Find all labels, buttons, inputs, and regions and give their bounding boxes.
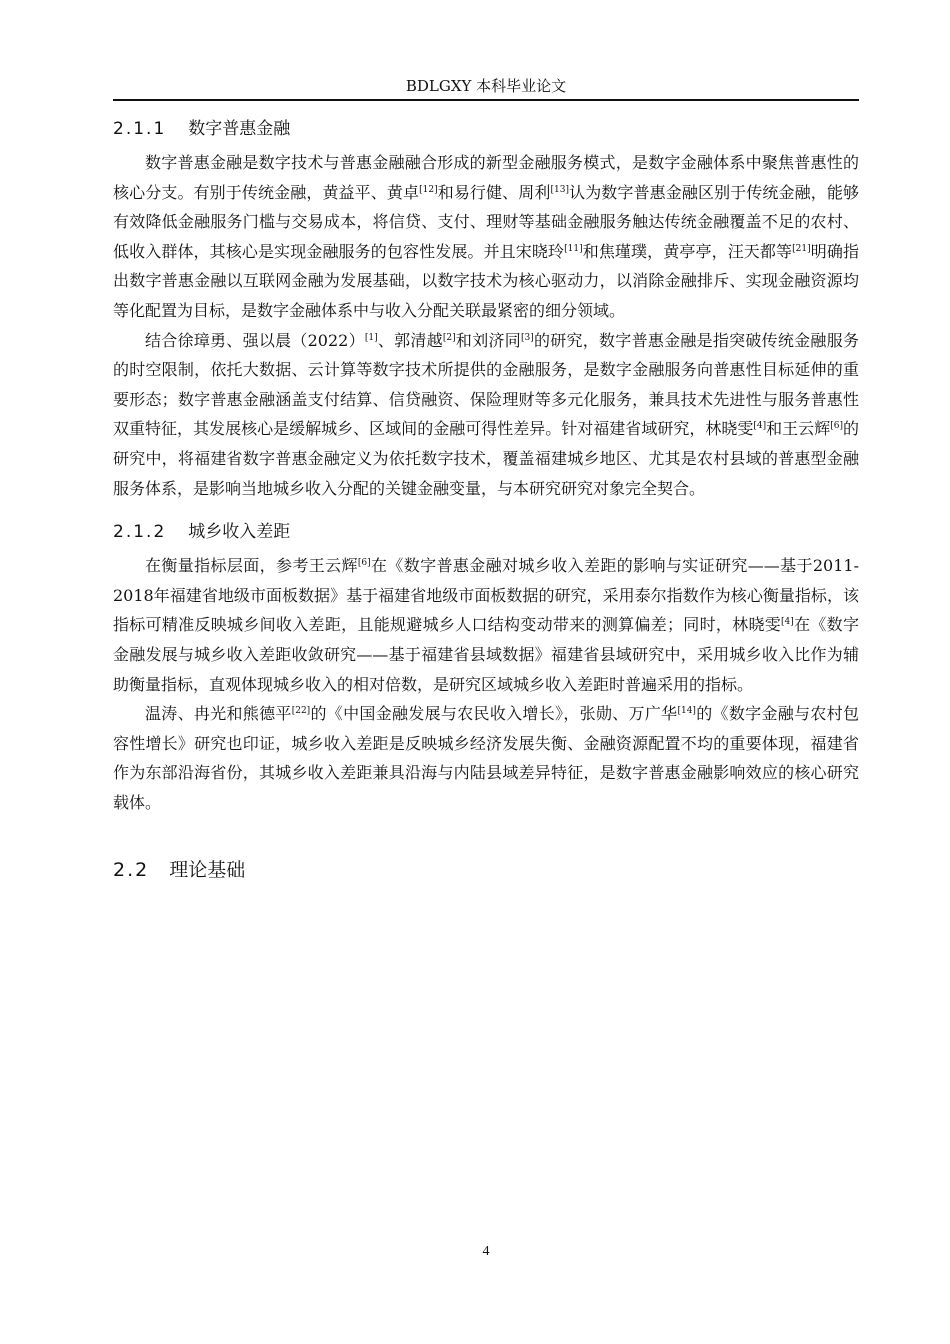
paragraph-text: 认为数字普惠金融区别于传统金融，能够有效降低金融服务门槛与交易成本，将信贷、支付、理财等基础金融服务触达传统金融覆盖不足的农村、低收入群体，其核心是实现金融服务的包容性发展。并且宋晓玲 bbox=[113, 182, 859, 261]
paragraph-text: 的研究，数字普惠金融是指突破传统金融服务的时空限制，依托大数据、云计算等数字技术所提供的金融服务，是数字金融服务向普惠性目标延伸的重要形态；数字普惠金融涵盖支付结算、信贷融资、保险理财等多元化服务，兼具技术先进性与服务普惠性双重特征，其发展核心是缓解城乡、区域间的金融可得性差异。针对福建省域研究，林晓雯 bbox=[113, 330, 859, 439]
paragraph-text: 的研究中，将福建省数字普惠金融定义为依托数字技术，覆盖福建城乡地区、尤其是农村县域的普惠型金融服务体系，是影响当地城乡收入分配的关键金融变量，与本研究研究对象完全契合。 bbox=[113, 419, 859, 498]
page-body bbox=[113, 114, 859, 885]
paragraph-measurement bbox=[113, 551, 859, 699]
citation-marker: [13] bbox=[550, 184, 569, 195]
subsection-number: 2.1.1 bbox=[113, 119, 167, 139]
section-number: 2.2 bbox=[113, 859, 150, 882]
citation-marker: [21] bbox=[792, 243, 811, 254]
subsection-heading-2-1-1 bbox=[113, 114, 859, 148]
paragraph-text: 数字普惠金融是数字技术与普惠金融融合形成的新型金融服务模式，是数字金融体系中聚焦普惠性的核心分支。有别于传统金融，黄益平、黄卓 bbox=[113, 153, 859, 202]
running-header: BDLGXY 本科毕业论文 bbox=[405, 77, 567, 95]
paragraph-text: 温涛、冉光和熊德平 bbox=[145, 704, 292, 724]
subsection-number: 2.1.2 bbox=[113, 522, 167, 543]
section-title: 理论基础 bbox=[169, 859, 246, 882]
paragraph-text: 结合徐璋勇、强以晨（2022） bbox=[145, 330, 365, 350]
citation-marker: [4] bbox=[753, 421, 767, 432]
paragraph-text: 在《数字金融发展与城乡收入差距收敛研究——基于福建省县域数据》福建省县域研究中，采用城乡收入比作为辅助衡量指标，直观体现城乡收入的相对倍数，是研究区域城乡收入差距时普遍采用的指标。 bbox=[113, 615, 859, 694]
paragraph-text: 和刘济同 bbox=[455, 330, 521, 350]
citation-marker: [3] bbox=[520, 332, 534, 343]
citation-marker: [4] bbox=[781, 617, 794, 628]
paragraph-text: 、郭清越 bbox=[377, 330, 443, 350]
citation-marker: [6] bbox=[830, 421, 843, 432]
section-heading-2-2 bbox=[113, 855, 859, 885]
subsection-title: 城乡收入差距 bbox=[188, 522, 291, 543]
paragraph-text: 的《数字金融与农村包容性增长》研究也印证，城乡收入差距是反映城乡经济发展失衡、金融资源配置不均的重要体现，福建省作为东部沿海省份，其城乡收入差距兼具沿海与内陆县域差异特征，是数字普惠金融影响效应的核心研究载体。 bbox=[113, 704, 859, 812]
paragraph-text: 在《数字普惠金融对城乡收入差距的影响与实证研究——基于2011-2018年福建省地级市面板数据》基于福建省地级市面板数据的研究，采用泰尔指数作为核心衡量指标，该指标可精准反映城乡间收入差距，且能规避城乡人口结构变动带来的测算偏差；同时，林晓雯 bbox=[113, 556, 859, 635]
citation-marker: [11] bbox=[564, 243, 583, 254]
citation-marker: [6] bbox=[357, 558, 371, 569]
paragraph-text: 和王云辉 bbox=[766, 419, 831, 439]
citation-marker: [1] bbox=[364, 332, 378, 343]
subsection-title: 数字普惠金融 bbox=[188, 119, 291, 139]
citation-marker: [22] bbox=[291, 706, 311, 717]
header-rule bbox=[113, 99, 859, 101]
subsection-heading-2-1-2 bbox=[113, 517, 859, 551]
paragraph-text: 在衡量指标层面，参考王云辉 bbox=[145, 556, 358, 576]
citation-marker: [12] bbox=[419, 184, 438, 195]
paragraph-definition-1 bbox=[113, 148, 859, 326]
paragraph-text: 和易行健、周利 bbox=[437, 182, 551, 202]
paragraph-evidence bbox=[113, 699, 859, 817]
paragraph-text: 的《中国金融发展与农民收入增长》，张勋、万广华 bbox=[310, 704, 678, 724]
page-number: 4 bbox=[482, 1244, 490, 1259]
paragraph-text: 明确指出数字普惠金融以互联网金融为发展基础，以数字技术为核心驱动力，以消除金融排斥、实现金融资源均等化配置为目标，是数字金融体系中与收入分配关联最紧密的细分领域。 bbox=[113, 241, 859, 320]
paragraph-text: 和焦瑾璞，黄亭亭，汪天都等 bbox=[582, 241, 793, 261]
citation-marker: [14] bbox=[677, 706, 696, 717]
citation-marker: [2] bbox=[442, 332, 456, 343]
paragraph-definition-2 bbox=[113, 326, 859, 504]
